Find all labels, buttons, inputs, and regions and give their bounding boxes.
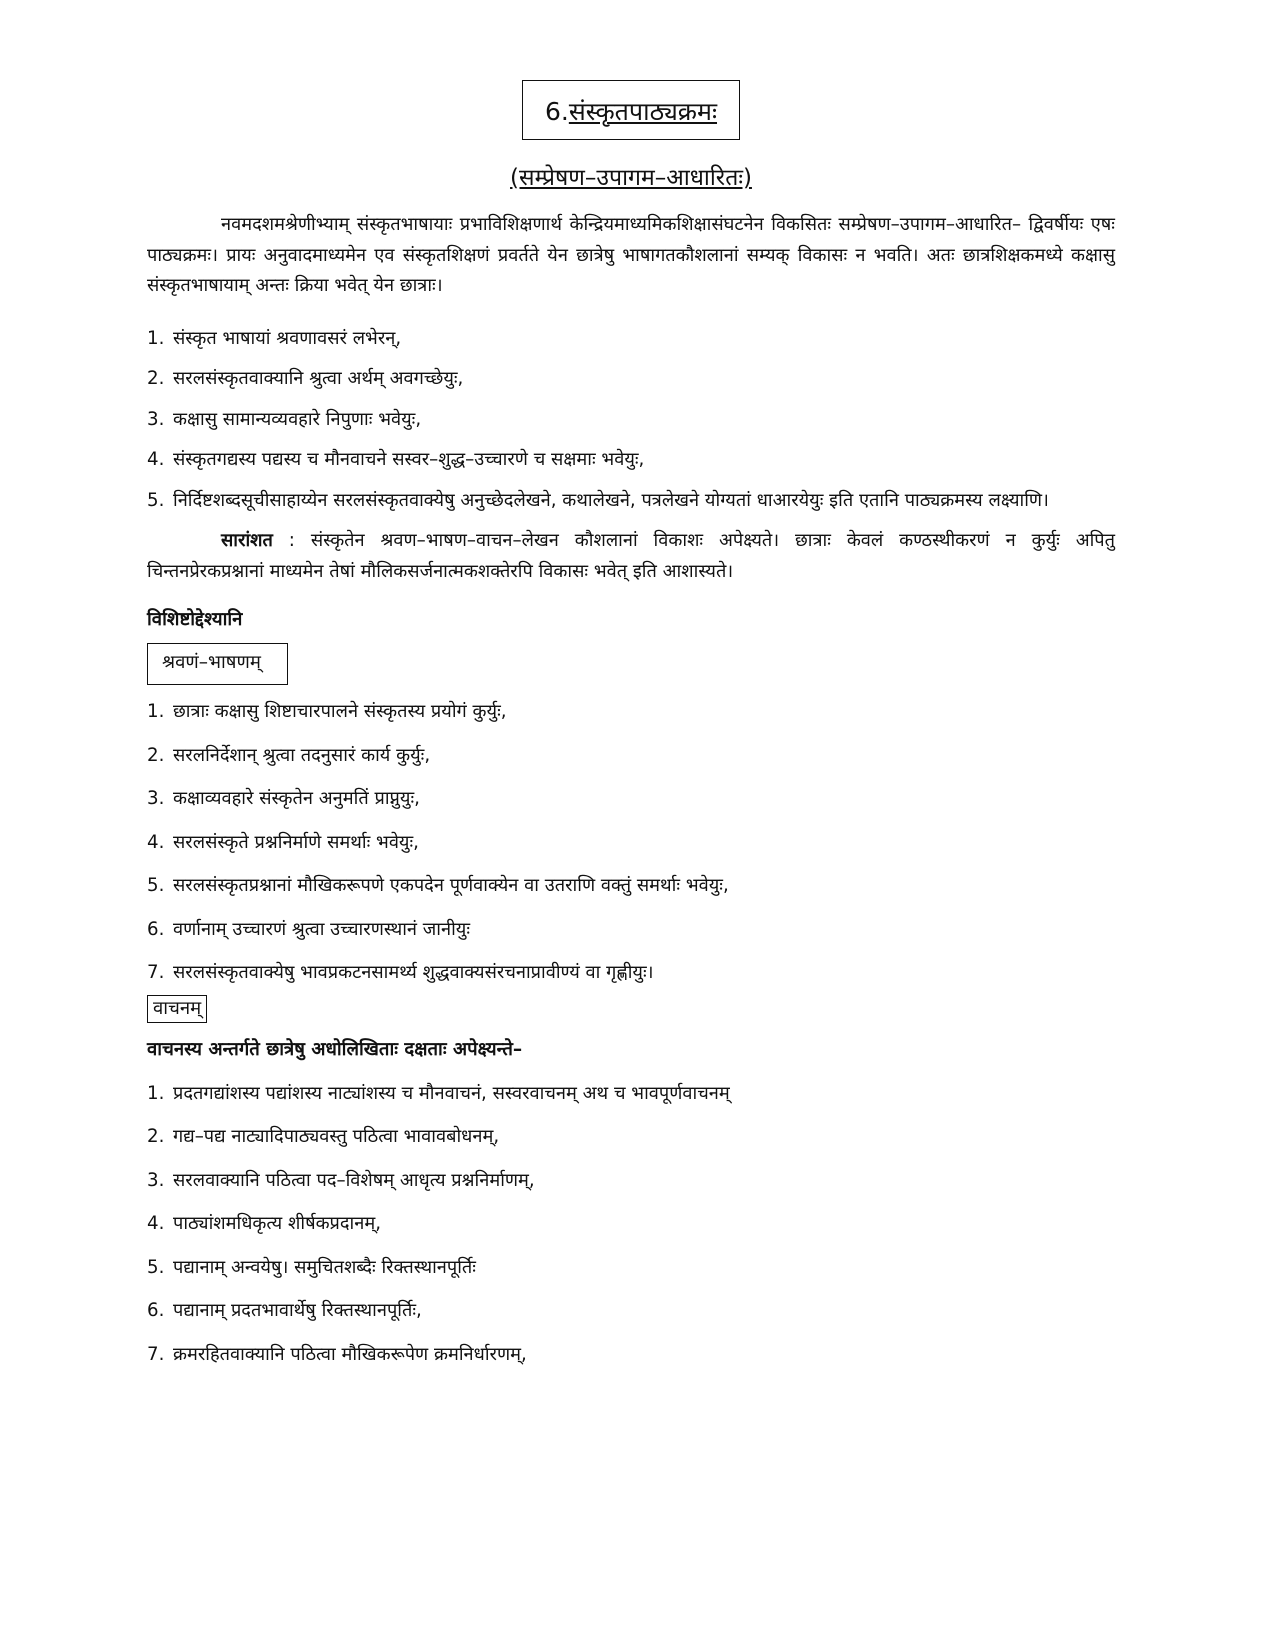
item-number: 4. <box>147 449 165 470</box>
item-number: 2. <box>147 744 165 766</box>
summary-paragraph <box>147 526 1115 587</box>
list-item <box>147 1079 1115 1110</box>
item-number: 5. <box>147 489 165 511</box>
list-item <box>147 405 1115 436</box>
listening-list <box>147 697 1115 989</box>
item-number: 2. <box>147 368 165 389</box>
list-item <box>147 828 1115 859</box>
item-number: 5. <box>147 875 165 896</box>
item-text: सरलनिर्देशान् श्रुत्वा तदनुसारं कार्य कुर्युः, <box>173 744 431 766</box>
item-number: 3. <box>147 1169 165 1191</box>
list-item <box>147 697 1115 728</box>
item-text: पाठ्यांशमधिकृत्य शीर्षकप्रदानम्, <box>173 1213 382 1234</box>
document-page <box>147 80 1115 1383</box>
title-area <box>147 80 1115 146</box>
list-item <box>147 915 1115 946</box>
item-text: सरलसंस्कृतवाक्यानि श्रुत्वा अर्थम् अवगच्छेयुः, <box>173 368 464 389</box>
list-item <box>147 1209 1115 1240</box>
item-number: 3. <box>147 408 165 430</box>
title-number: 6. <box>544 97 569 126</box>
item-number: 4. <box>147 1213 165 1234</box>
summary-label: सारांशत <box>221 530 273 551</box>
item-number: 3. <box>147 788 165 809</box>
list-item <box>147 445 1115 476</box>
reading-intro: वाचनस्य अन्तर्गते छात्रेषु अधोलिखिताः दक्षताः अपेक्ष्यन्ते– <box>147 1038 523 1060</box>
item-number: 5. <box>147 1256 165 1278</box>
list-item <box>147 364 1115 395</box>
item-text: सरलसंस्कृतवाक्येषु भावप्रकटनसामर्थ्य शुद्धवाक्यसंरचनाप्रावीण्यं वा गृह्णीयुः। <box>173 962 654 983</box>
item-text: सरलवाक्यानि पठित्वा पद–विशेषम् आधृत्य प्रश्ननिर्माणम्, <box>173 1169 535 1191</box>
item-number: 4. <box>147 831 165 853</box>
intro-paragraph: नवमदशमश्रेणीभ्याम् संस्कृतभाषायाः प्रभाविशिक्षणार्थ केन्द्रियमाध्यमिकशिक्षासंघटनेन विकसितः सम्प्रेषण–उपागम–आधारित– द्विवर्षीयः एषः पाठ्यक्रमः। प्रायः अनुवादमाध्यमेन एव संस्कृतशिक्षणं प्रवर्तते येन छात्रेषु भाषागतकौशलानां सम्यक् विकासः न भवति। अतः छात्रशिक्षकमध्ये कक्षासु संस्कृतभाषायाम् अन्तः क्रिया भवेत् येन छात्राः। <box>147 214 1115 296</box>
item-text: क्रमरहितवाक्यानि पठित्वा मौखिकरूपेण क्रमनिर्धारणम्, <box>173 1343 527 1365</box>
item-text: कक्षासु सामान्यव्यवहारे निपुणाः भवेयुः, <box>173 408 422 430</box>
page-subtitle: (सम्प्रेषण–उपागम–आधारितः) <box>510 165 752 191</box>
list-item <box>147 741 1115 772</box>
list-item <box>147 784 1115 815</box>
item-text: निर्दिष्टशब्दसूचीसाहाय्येन सरलसंस्कृतवाक्येषु अनुच्छेदलेखने, कथालेखने, पत्रलेखने योग्यतां धाआरयेयुः इति एतानि पाठ्यक्रमस्य लक्ष्याणि। <box>173 489 1049 511</box>
item-text: कक्षाव्यवहारे संस्कृतेन अनुमतिं प्राप्नुयुः, <box>173 788 420 809</box>
list-item <box>147 1340 1115 1371</box>
list-item <box>147 324 1115 355</box>
list-item <box>147 1166 1115 1197</box>
item-number: 1. <box>147 327 165 349</box>
item-number: 1. <box>147 701 165 722</box>
item-text: सरलसंस्कृते प्रश्ननिर्माणे समर्थाः भवेयुः, <box>173 831 419 853</box>
item-text: संस्कृत भाषायां श्रवणावसरं लभेरन्, <box>173 327 402 349</box>
list-item <box>147 1122 1115 1153</box>
summary-text: : संस्कृतेन श्रवण–भाषण–वाचन–लेखन कौशलानां विकाशः अपेक्ष्यते। छात्राः केवलं कण्ठस्थीकरणं न कुर्युः अपितु चिन्तनप्रेरकप्रश्नानां माध्यमेन तेषां मौलिकसर्जनात्मकशक्तेरपि विकासः भवेत् इति आशास्यते। <box>147 530 1115 582</box>
list-item <box>147 958 1115 989</box>
item-number: 1. <box>147 1082 165 1104</box>
item-number: 2. <box>147 1126 165 1147</box>
item-number: 7. <box>147 962 165 983</box>
item-text: संस्कृतगद्यस्य पद्यस्य च मौनवाचने सस्वर–शुद्ध–उच्चारणे च सक्षमाः भवेयुः, <box>173 449 645 470</box>
page-title-box <box>522 80 740 140</box>
list-item <box>147 1296 1115 1327</box>
item-text: सरलसंस्कृतप्रश्नानां मौखिकरूपणे एकपदेन पूर्णवाक्येन वा उतराणि वक्तुं समर्थाः भवेयुः, <box>173 875 729 896</box>
item-text: पद्यानाम् प्रदतभावार्थेषु रिक्तस्थानपूर्तिः, <box>173 1300 422 1321</box>
listening-heading: श्रवणं–भाषणम् <box>147 643 288 685</box>
item-text: गद्य–पद्य नाट्यादिपाठ्यवस्तु पठित्वा भावावबोधनम्, <box>173 1126 500 1147</box>
aims-list <box>147 324 1115 517</box>
list-item <box>147 1253 1115 1284</box>
item-text: छात्राः कक्षासु शिष्टाचारपालने संस्कृतस्य प्रयोगं कुर्युः, <box>173 701 507 722</box>
list-item <box>147 871 1115 902</box>
item-text: प्रदतगद्यांशस्य पद्यांशस्य नाट्यांशस्य च मौनवाचनं, सस्वरवाचनम् अथ च भावपूर्णवाचनम् <box>173 1082 730 1104</box>
objectives-heading: विशिष्टोद्देश्यानि <box>147 609 243 630</box>
item-number: 6. <box>147 918 165 940</box>
item-text: वर्णानाम् उच्चारणं श्रुत्वा उच्चारणस्थानं जानीयुः <box>173 918 471 940</box>
page-title: संस्कृतपाठ्यक्रमः <box>568 97 718 126</box>
item-text: पद्यानाम् अन्वयेषु। समुचितशब्दैः रिक्तस्थानपूर्तिः <box>173 1256 476 1278</box>
item-number: 6. <box>147 1300 165 1321</box>
item-number: 7. <box>147 1343 165 1365</box>
list-item <box>147 486 1115 517</box>
reading-list <box>147 1079 1115 1371</box>
reading-heading: वाचनम् <box>147 995 207 1023</box>
